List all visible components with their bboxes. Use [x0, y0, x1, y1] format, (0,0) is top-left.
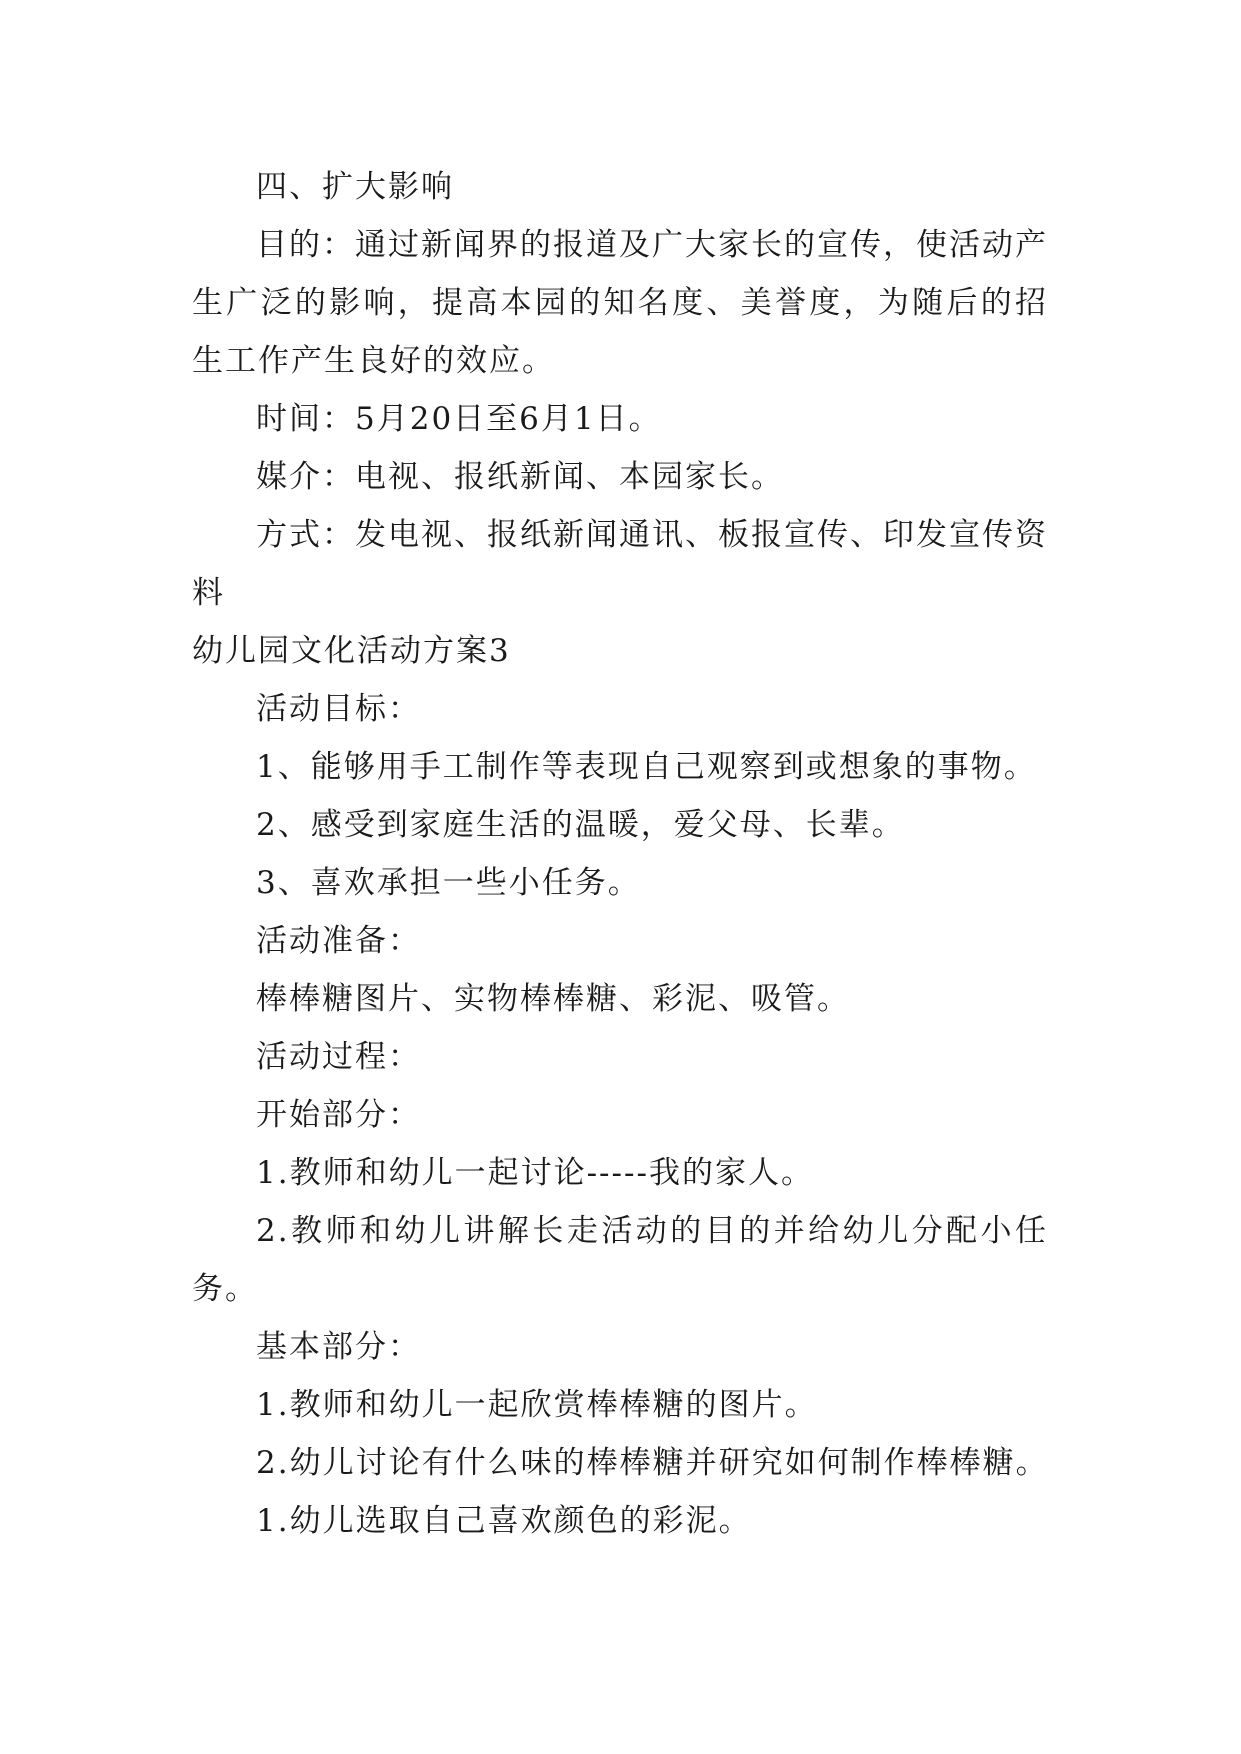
step-item: 2.幼儿讨论有什么味的棒棒糖并研究如何制作棒棒糖。	[256, 1445, 1049, 1481]
section-heading: 四、扩大影响	[256, 169, 454, 205]
time-line: 时间：5月20日至6月1日。	[256, 401, 662, 437]
opening-heading: 开始部分：	[256, 1097, 421, 1133]
media-line: 媒介：电视、报纸新闻、本园家长。	[256, 459, 784, 495]
step-item: 1.教师和幼儿一起讨论-----我的家人。	[256, 1155, 814, 1191]
goal-item: 2、感受到家庭生活的温暖，爱父母、长辈。	[256, 807, 905, 843]
process-heading: 活动过程：	[256, 1039, 421, 1075]
plan-title: 幼儿园文化活动方案3	[192, 633, 511, 669]
preparation-heading: 活动准备：	[256, 923, 421, 959]
preparation-text: 棒棒糖图片、实物棒棒糖、彩泥、吸管。	[256, 981, 850, 1017]
step-item: 2.教师和幼儿讲解长走活动的目的并给幼儿分配小任务。	[192, 1213, 1048, 1307]
document-page	[192, 158, 1052, 1550]
purpose-paragraph: 目的：通过新闻界的报道及广大家长的宣传，使活动产生广泛的影响，提高本园的知名度、美誉度，为随后的招生工作产生良好的效应。	[192, 227, 1048, 379]
basic-heading: 基本部分：	[256, 1329, 421, 1365]
step-item: 1.教师和幼儿一起欣赏棒棒糖的图片。	[256, 1387, 818, 1423]
step-item: 1.幼儿选取自己喜欢颜色的彩泥。	[256, 1503, 752, 1539]
goal-item: 1、能够用手工制作等表现自己观察到或想象的事物。	[256, 749, 1037, 785]
method-paragraph: 方式：发电视、报纸新闻通讯、板报宣传、印发宣传资料	[192, 517, 1048, 611]
goal-item: 3、喜欢承担一些小任务。	[256, 865, 641, 901]
goals-heading: 活动目标：	[256, 691, 421, 727]
